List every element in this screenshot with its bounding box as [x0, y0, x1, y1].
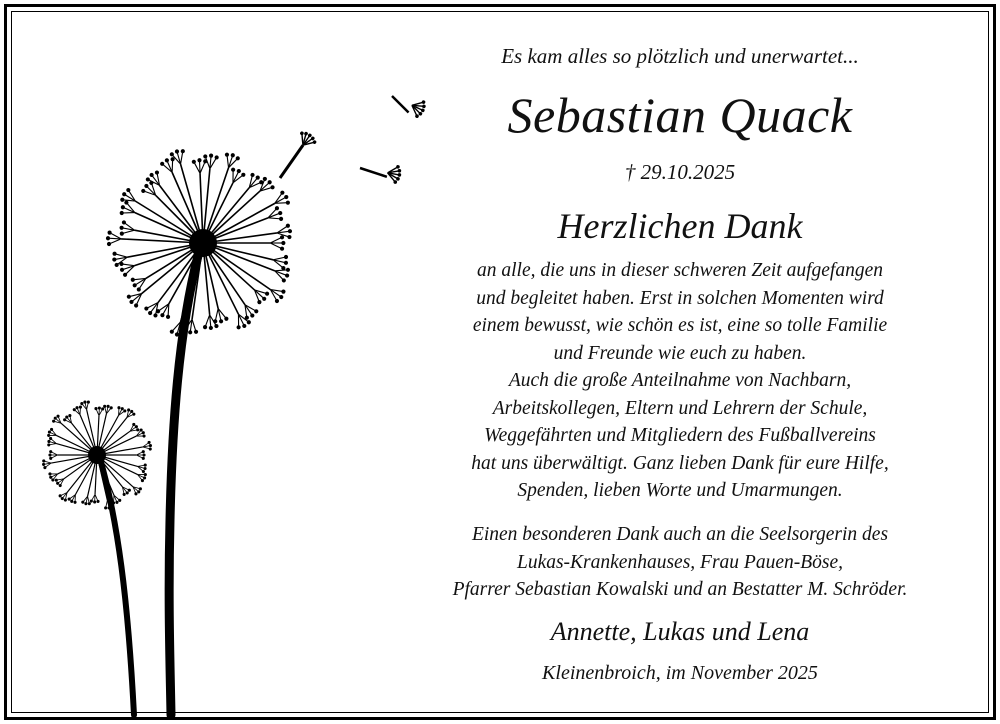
paragraph-line: Einen besonderen Dank auch an die Seelsorgerin des: [471, 524, 889, 545]
paragraph-line: Auch die große Anteilnahme von Nachbarn,: [508, 370, 852, 391]
paragraph-line: und begleitet haben. Erst in solchen Momenten wird: [476, 287, 884, 309]
paragraph-line: Weggefährten und Mitgliedern des Fußballvereins: [484, 425, 876, 446]
notice-text: [380, 0, 980, 724]
signature: Annette, Lukas und Lena: [550, 617, 810, 646]
intro-line: Es kam alles so plötzlich und unerwartet...: [501, 44, 859, 68]
small-dandelion-stem: [99, 455, 134, 715]
paragraph-line: Pfarrer Sebastian Kowalski und an Bestatter M. Schröder.: [452, 579, 908, 600]
paragraph-line: hat uns überwältigt. Ganz lieben Dank für eure Hilfe,: [471, 452, 889, 474]
paragraph-line: einem bewusst, wie schön es ist, eine so tolle Familie: [472, 315, 888, 336]
place-date: Kleinenbroich, im November 2025: [542, 662, 818, 684]
large-dandelion-stem: [169, 248, 200, 715]
death-date: † 29.10.2025: [624, 160, 736, 184]
thanks-heading: Herzlichen Dank: [557, 206, 803, 246]
deceased-name: Sebastian Quack: [507, 87, 853, 143]
small-dandelion-head: [42, 401, 152, 510]
large-dandelion-head: [106, 149, 292, 337]
paragraph-line: an alle, die uns in dieser schweren Zeit aufgefangen: [476, 260, 883, 281]
paragraph-line: Arbeitskollegen, Eltern und Lehrern der Schule,: [492, 397, 868, 419]
thanks-paragraph-2: [380, 521, 980, 604]
paragraph-line: Lukas-Krankenhauses, Frau Pauen-Böse,: [516, 551, 844, 573]
thanks-paragraph-1: [380, 257, 980, 505]
paragraph-line: Spenden, lieben Worte und Umarmungen.: [517, 480, 843, 501]
paragraph-line: und Freunde wie euch zu haben.: [553, 342, 807, 364]
flying-seed-1: [272, 128, 318, 183]
